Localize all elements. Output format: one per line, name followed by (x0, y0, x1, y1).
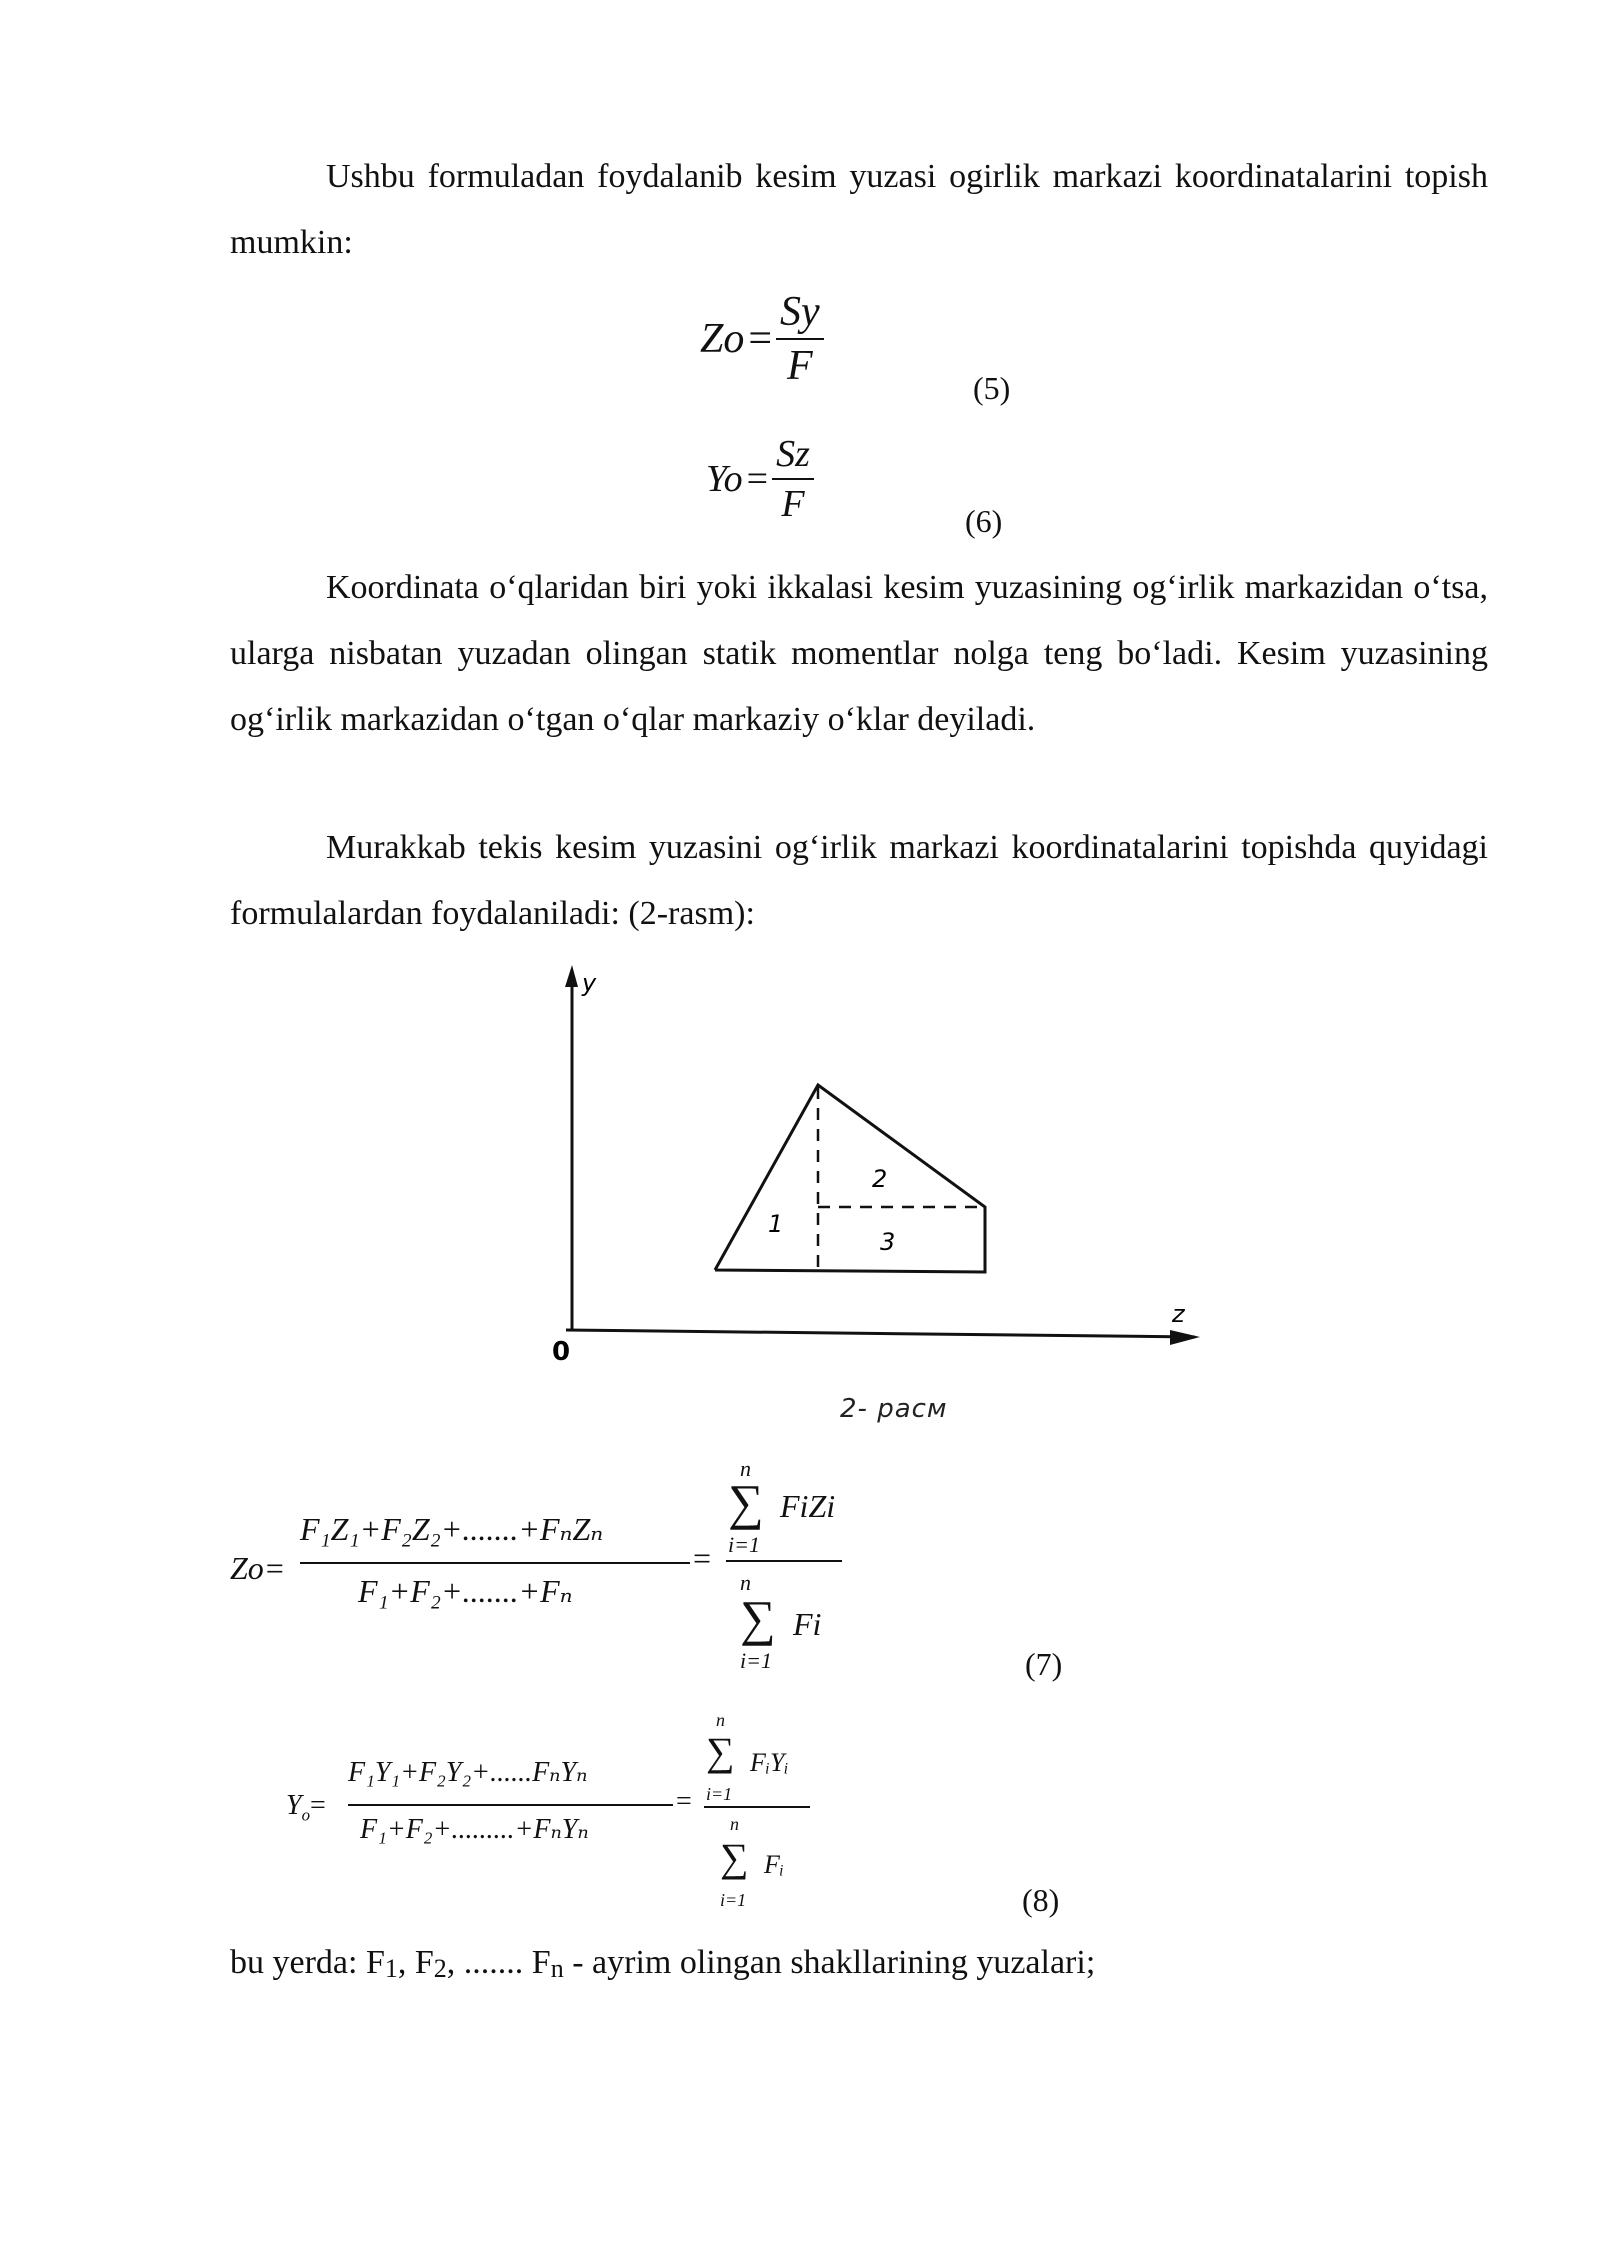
figure-2-drawing (540, 955, 1220, 1375)
eq7-num-sigma-icon: ∑ (728, 1474, 764, 1530)
eq8-den-sum-lower: i=1 (720, 1890, 747, 1910)
eq8-lhs: $Y_o=$ (286, 1790, 326, 1825)
equation-5 (700, 286, 824, 392)
y-axis-label: y (582, 969, 597, 997)
eq7-den-sigma-icon: ∑ (740, 1590, 776, 1646)
composite-shape-outline (715, 1085, 985, 1272)
equation-6 (706, 430, 814, 528)
eq8-num-sigma-icon: ∑ (706, 1729, 735, 1774)
eq6-equals: = (746, 458, 769, 500)
eq7-fraction-bar (300, 1562, 690, 1564)
paragraph-central-axes: Koordinata o‘qlaridan biri yoki ikkalasi kesim yuzasining og‘irlik markazidan o‘tsa, ularga nisbatan yuzadan olingan statik momentlar nolga teng bo‘ladi. Kesim yuzasining og‘irlik markazidan o‘tgan o‘qlar markaziy o‘klar deyiladi. (230, 569, 1488, 738)
where-text-4: - ayrim olingan shakllarining yuzalari; (563, 1944, 1096, 1981)
eq7-numerator: F₁Z₁+F₂Z₂+.......+FₙZₙ (300, 1511, 604, 1547)
where-sub-2: 2 (433, 1954, 447, 1983)
eq7-equals-2: = (693, 1540, 712, 1576)
where-sub-1: 1 (384, 1954, 398, 1983)
eq8-lhs-main: Y (286, 1790, 302, 1821)
y-axis-arrow (565, 965, 578, 987)
eq7-den-sum-upper: n (740, 1570, 751, 1595)
part-3-label: 3 (880, 1228, 896, 1256)
eq5-equals: = (748, 316, 773, 362)
where-text-2: , F (397, 1944, 434, 1981)
eq8-fraction-bar (348, 1804, 673, 1806)
where-text-1: bu yerda: F (230, 1944, 385, 1981)
eq8-sum-numerator: FᵢYᵢ (750, 1748, 789, 1777)
eq5-denominator: F (787, 343, 813, 389)
part-2-label: 2 (872, 1165, 888, 1193)
eq8-equals-2: = (676, 1786, 692, 1817)
eq8-den-sum-upper: n (730, 1814, 739, 1834)
eq7-sum-fraction-bar (726, 1560, 842, 1562)
eq8-sum-fraction-bar (704, 1806, 810, 1808)
eq6-number: (6) (965, 503, 1003, 539)
paragraph-where (230, 1930, 1488, 1998)
eq8-number: (8) (1022, 1882, 1060, 1918)
eq5-number: (5) (973, 370, 1011, 406)
paragraph-composite: Murakkab tekis kesim yuzasini og‘irlik markazi koordinatalarini topishda quyidagi formulalardan foydalaniladi: (2-rasm): (230, 829, 1488, 932)
eq6-numerator: Sz (776, 433, 810, 475)
eq7-den-sum-lower: i=1 (740, 1648, 772, 1673)
z-axis (566, 1330, 1195, 1337)
where-text-3: , ....... F (446, 1944, 551, 1981)
eq8-lhs-sub: o (301, 1805, 310, 1825)
eq7-sum-denominator: Fi (793, 1606, 822, 1642)
eq8-den-sigma-icon: ∑ (720, 1835, 749, 1880)
eq8-denominator: F₁+F₂+.........+FₙYₙ (360, 1814, 589, 1845)
eq7-sum-numerator: FiZi (780, 1488, 836, 1524)
eq8-num-sum-upper: n (716, 1710, 725, 1730)
eq7-number: (7) (1025, 1646, 1063, 1682)
eq7-num-sum-upper: n (740, 1456, 751, 1481)
eq5-lhs: Zo (700, 316, 745, 362)
eq5-numerator: Sy (780, 289, 820, 335)
eq8-num-sum-lower: i=1 (706, 1784, 733, 1804)
eq6-lhs: Yo (706, 458, 743, 500)
z-axis-label: z (1172, 1300, 1185, 1328)
part-1-label: 1 (768, 1210, 784, 1238)
eq8-numerator: F₁Y₁+F₂Y₂+......FₙYₙ (348, 1757, 588, 1788)
paragraph-intro: Ushbu formuladan foydalanib kesim yuzasi ogirlik markazi koordinatalarini topish mumkin: (230, 158, 1488, 261)
figure-caption: 2- расм (840, 1394, 948, 1424)
eq8-sum-denominator: Fᵢ (764, 1850, 784, 1879)
eq6-denominator: F (781, 483, 805, 525)
figure-2 (540, 955, 1220, 1380)
eq7-lhs: Zo= (230, 1550, 286, 1586)
z-axis-arrow (1170, 1330, 1200, 1345)
origin-label: 0 (552, 1337, 571, 1367)
eq7-num-sum-lower: i=1 (728, 1532, 760, 1557)
eq7-denominator: F₁+F₂+.......+Fₙ (358, 1573, 573, 1609)
where-sub-3: n (550, 1954, 564, 1983)
